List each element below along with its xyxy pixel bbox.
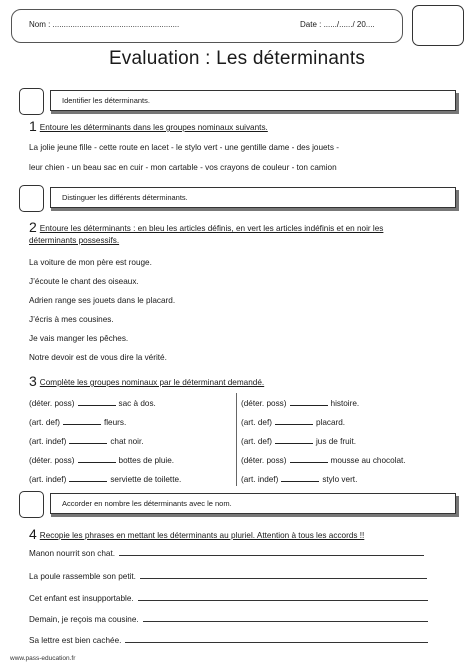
- blank-field[interactable]: [290, 399, 328, 406]
- column-divider: [236, 393, 237, 486]
- exercise-3-left-item-3: [29, 437, 144, 446]
- sentence-text: Manon nourrit son chat.: [29, 549, 116, 558]
- noun-text: fleurs.: [103, 418, 127, 427]
- answer-line[interactable]: [125, 637, 428, 643]
- header-box: [11, 9, 403, 43]
- exercise-4-row-1: [29, 549, 424, 558]
- noun-text: histoire.: [330, 399, 360, 408]
- determiner-tag: (art. indef): [29, 437, 67, 446]
- blank-field[interactable]: [69, 475, 107, 482]
- blank-field[interactable]: [69, 437, 107, 444]
- determiner-tag: (art. def): [29, 418, 60, 427]
- answer-line[interactable]: [138, 595, 428, 601]
- skill-banner-1: Identifier les déterminants.: [50, 90, 456, 111]
- exercise-3-right-item-3: [241, 437, 356, 446]
- determiner-tag: (déter. poss): [29, 399, 75, 408]
- blank-field[interactable]: [78, 399, 116, 406]
- noun-text: stylo vert.: [322, 475, 358, 484]
- determiner-tag: (art. def): [241, 418, 272, 427]
- answer-line[interactable]: [119, 550, 424, 556]
- sentence-text: La poule rassemble son petit.: [29, 572, 136, 581]
- skill-score-box-1: [19, 88, 44, 115]
- exercise-4-row-2: [29, 572, 427, 581]
- determiner-tag: (déter. poss): [241, 456, 287, 465]
- exercise-2-sentence-4: J’écris à mes cousines.: [29, 315, 114, 324]
- exercise-3-right-item-1: [241, 399, 359, 408]
- blank-field[interactable]: [281, 475, 319, 482]
- name-field-label[interactable]: Nom : .........................................................: [29, 20, 180, 29]
- determiner-tag: (déter. poss): [29, 456, 75, 465]
- determiner-tag: (art. indef): [241, 475, 279, 484]
- exercise-2-sentence-2: J’écoute le chant des oiseaux.: [29, 277, 139, 286]
- exercise-3-instruction: Complète les groupes nominaux par le déterminant demandé.: [39, 378, 265, 387]
- page-title: Evaluation : Les déterminants: [108, 48, 366, 69]
- exercise-2-instruction-line-1: Entoure les déterminants : en bleu les articles définis, en vert les articles indéfinis et en noir les: [39, 224, 384, 233]
- exercise-2-sentence-5: Je vais manger les pêches.: [29, 334, 129, 343]
- exercise-4-row-3: [29, 594, 428, 603]
- determiner-tag: (art. def): [241, 437, 272, 446]
- exercise-3-title: [29, 373, 264, 389]
- exercise-3-left-item-4: [29, 456, 174, 465]
- exercise-3-number: 3: [29, 373, 37, 389]
- exercise-4-row-4: [29, 615, 428, 624]
- sentence-text: Sa lettre est bien cachée.: [29, 636, 122, 645]
- exercise-2-number: 2: [29, 219, 37, 235]
- blank-field[interactable]: [290, 456, 328, 463]
- exercise-4-row-5: [29, 636, 428, 645]
- exercise-4-number: 4: [29, 526, 37, 542]
- answer-line[interactable]: [143, 616, 428, 622]
- exercise-3-right-item-4: [241, 456, 406, 465]
- exercise-2-sentence-3: Adrien range ses jouets dans le placard.: [29, 296, 176, 305]
- determiner-tag: (déter. poss): [241, 399, 287, 408]
- noun-text: bottes de pluie.: [118, 456, 175, 465]
- exercise-3-left-item-2: [29, 418, 126, 427]
- skill-banner-3: Accorder en nombre les déterminants avec le nom.: [50, 493, 456, 514]
- noun-text: sac à dos.: [118, 399, 156, 408]
- determiner-tag: (art. indef): [29, 475, 67, 484]
- noun-text: chat noir.: [110, 437, 144, 446]
- answer-line[interactable]: [140, 573, 427, 579]
- exercise-2-sentence-1: La voiture de mon père est rouge.: [29, 258, 152, 267]
- skill-banner-2: Distinguer les différents déterminants.: [50, 187, 456, 208]
- exercise-1-number: 1: [29, 118, 37, 134]
- noun-text: jus de fruit.: [315, 437, 356, 446]
- exercise-2-sentence-6: Notre devoir est de vous dire la vérité.: [29, 353, 167, 362]
- date-field-label[interactable]: Date : ....../....../ 20....: [300, 20, 375, 29]
- footer-website: www.pass-education.fr: [10, 655, 76, 662]
- blank-field[interactable]: [275, 437, 313, 444]
- exercise-2-title: [29, 219, 383, 235]
- exercise-3-left-item-5: [29, 475, 181, 484]
- noun-text: serviette de toilette.: [110, 475, 182, 484]
- exercise-2-instruction-line-2: déterminants possessifs.: [29, 236, 120, 245]
- sentence-text: Demain, je reçois ma cousine.: [29, 615, 139, 624]
- noun-text: placard.: [315, 418, 346, 427]
- skill-score-box-2: [19, 185, 44, 212]
- exercise-1-instruction: Entoure les déterminants dans les groupes nominaux suivants.: [39, 123, 268, 132]
- blank-field[interactable]: [63, 418, 101, 425]
- sentence-text: Cet enfant est insupportable.: [29, 594, 134, 603]
- noun-text: mousse au chocolat.: [330, 456, 406, 465]
- skill-score-box-3: [19, 491, 44, 518]
- grade-box: [412, 5, 464, 46]
- exercise-1-line-2: leur chien - un beau sac en cuir - mon cartable - vos crayons de couleur - ton camion: [29, 163, 337, 172]
- blank-field[interactable]: [78, 456, 116, 463]
- blank-field[interactable]: [275, 418, 313, 425]
- exercise-3-left-item-1: [29, 399, 156, 408]
- exercise-3-right-item-2: [241, 418, 345, 427]
- exercise-3-right-item-5: [241, 475, 357, 484]
- exercise-1-title: [29, 118, 268, 134]
- exercise-4-title: [29, 526, 364, 542]
- exercise-4-instruction: Recopie les phrases en mettant les déterminants au pluriel. Attention à tous les accords !!: [39, 531, 365, 540]
- exercise-1-line-1: La jolie jeune fille - cette route en lacet - le stylo vert - une gentille dame - des jouets -: [29, 143, 339, 152]
